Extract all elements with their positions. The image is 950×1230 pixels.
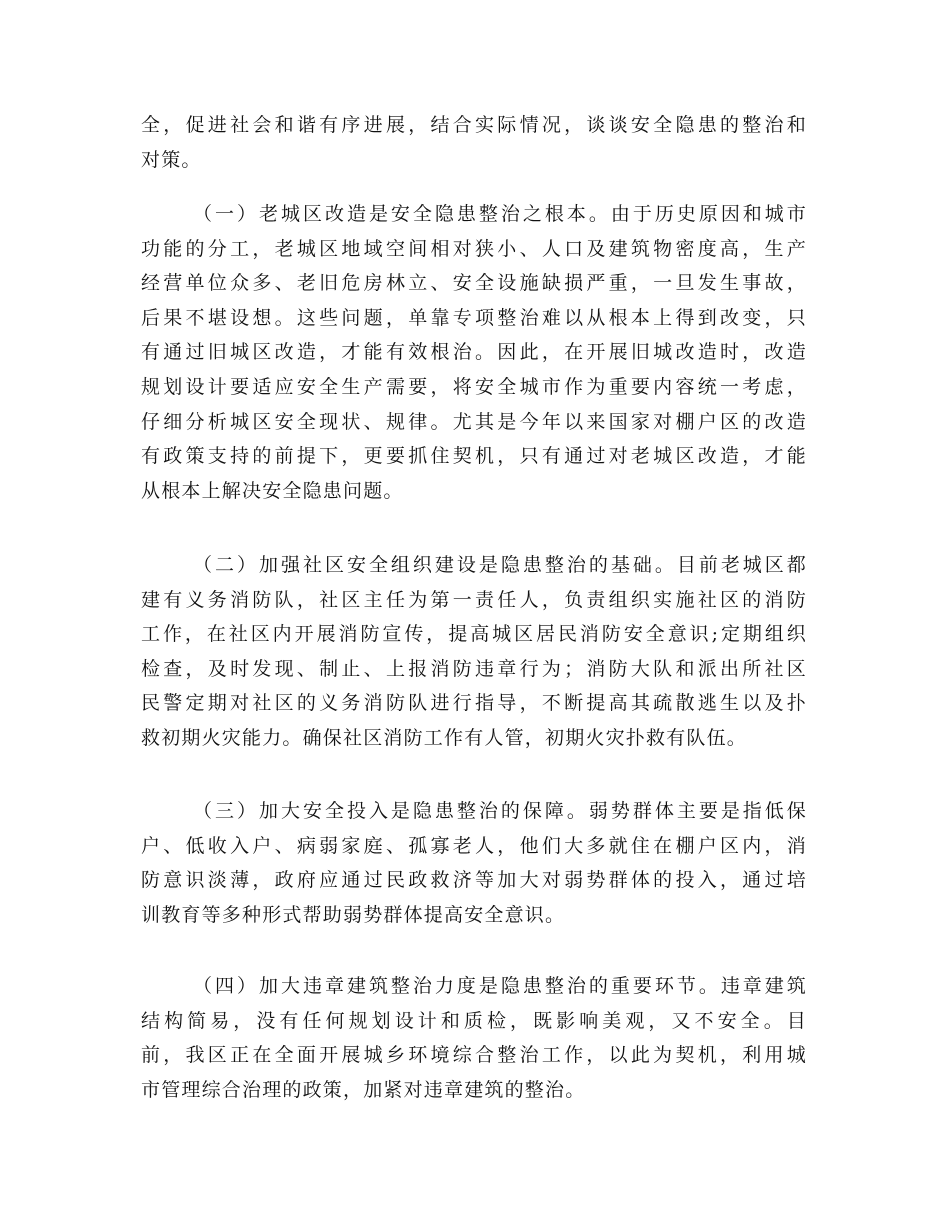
paragraph-line: （二）加强社区安全组织建设是隐患整治的基础。目前老城区都 bbox=[193, 554, 807, 576]
paragraph-line: （三）加大安全投入是隐患整治的保障。弱势群体主要是指低保 bbox=[193, 800, 807, 822]
paragraph-line: 后果不堪设想。这些问题，单靠专项整治难以从根本上得到改变，只 bbox=[141, 306, 807, 329]
paragraph-line: 全，促进社会和谐有序进展，结合实际情况，谈谈安全隐患的整治和 bbox=[141, 114, 807, 136]
paragraph-line: （四）加大违章建筑整治力度是隐患整治的重要环节。违章建筑 bbox=[193, 975, 807, 997]
paragraph-line: 经营单位众多、老旧危房林立、安全设施缺损严重，一旦发生事故， bbox=[141, 272, 807, 295]
paragraph-line: （一）老城区改造是安全隐患整治之根本。由于历史原因和城市 bbox=[193, 203, 807, 225]
paragraph-line: 市管理综合治理的政策，加紧对违章建筑的整治。 bbox=[141, 1078, 586, 1101]
paragraph-illegal-buildings bbox=[141, 969, 807, 1107]
paragraph-continuation bbox=[141, 108, 807, 177]
paragraph-line: 仔细分析城区安全现状、规律。尤其是今年以来国家对棚户区的改造 bbox=[141, 410, 807, 433]
paragraph-line: 前，我区正在全面开展城乡环境综合整治工作，以此为契机，利用城 bbox=[141, 1044, 807, 1067]
paragraph-line: 防意识淡薄，政府应通过民政救济等加大对弱势群体的投入，通过培 bbox=[141, 869, 807, 892]
paragraph-line: 户、低收入户、病弱家庭、孤寡老人，他们大多就住在棚户区内，消 bbox=[141, 834, 807, 857]
paragraph-line: 民警定期对社区的义务消防队进行指导，不断提高其疏散逃生以及扑 bbox=[141, 692, 807, 715]
paragraph-line: 工作，在社区内开展消防宣传，提高城区居民消防安全意识;定期组织 bbox=[141, 623, 807, 646]
paragraph-line: 救初期火灾能力。确保社区消防工作有人管，初期火灾扑救有队伍。 bbox=[141, 726, 748, 749]
paragraph-line: 从根本上解决安全隐患问题。 bbox=[141, 479, 404, 502]
paragraph-line: 有政策支持的前提下，更要抓住契机，只有通过对老城区改造，才能 bbox=[141, 445, 807, 468]
paragraph-community-organization bbox=[141, 548, 807, 756]
paragraph-line: 结构简易，没有任何规划设计和质检，既影响美观，又不安全。目 bbox=[141, 1009, 807, 1032]
paragraph-line: 规划设计要适应安全生产需要，将安全城市作为重要内容统一考虑， bbox=[141, 375, 807, 398]
paragraph-line: 功能的分工，老城区地域空间相对狭小、人口及建筑物密度高，生产 bbox=[141, 237, 807, 260]
paragraph-line: 检查，及时发现、制止、上报消防违章行为；消防大队和派出所社区 bbox=[141, 657, 807, 680]
paragraph-line: 建有义务消防队，社区主任为第一责任人，负责组织实施社区的消防 bbox=[141, 588, 807, 611]
paragraph-old-city-renovation bbox=[141, 197, 807, 508]
paragraph-line: 对策。 bbox=[141, 148, 202, 171]
paragraph-line: 有通过旧城区改造，才能有效根治。因此，在开展旧城改造时，改造 bbox=[141, 341, 807, 364]
paragraph-line: 训教育等多种形式帮助弱势群体提高安全意识。 bbox=[141, 903, 566, 926]
paragraph-safety-investment bbox=[141, 794, 807, 932]
